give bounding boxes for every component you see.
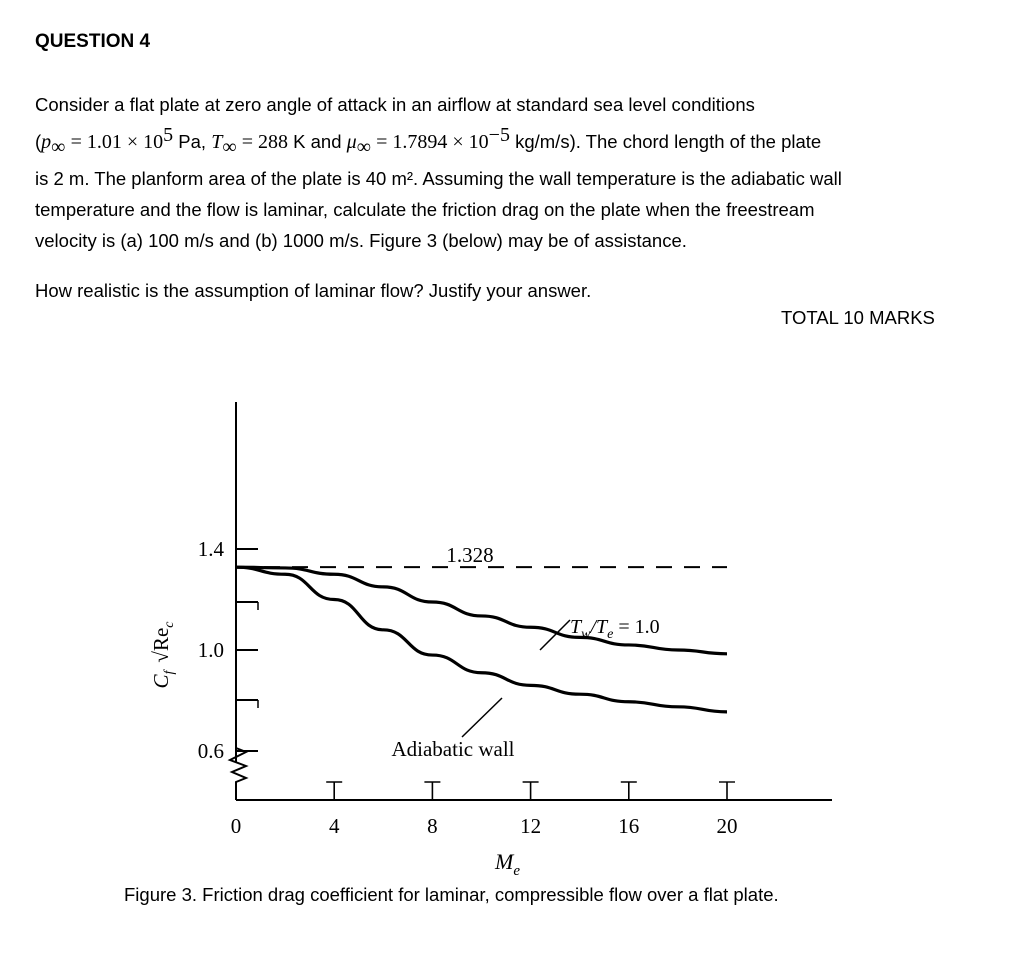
total-marks: TOTAL 10 MARKS <box>781 307 935 328</box>
series-line-adiabatic <box>236 567 727 712</box>
question-line-5: velocity is (a) 100 m/s and (b) 1000 m/s. Figure 3 (below) may be of assistance. <box>35 229 687 251</box>
y-axis-label <box>149 621 177 689</box>
figure-caption: Figure 3. Friction drag coefficient for laminar, compressible flow over a flat plate. <box>124 884 779 905</box>
y-tick-label: 0.6 <box>197 739 224 763</box>
x-tick-label: 4 <box>328 814 340 838</box>
x-tick-label: 8 <box>427 814 438 838</box>
adiabatic-label: Adiabatic wall <box>391 737 515 761</box>
question-line-3: is 2 m. The planform area of the plate is 40 m². Assuming the wall temperature is the adiabatic wall <box>35 167 842 189</box>
x-tick-label: 12 <box>520 814 542 838</box>
x-tick-label: 0 <box>230 814 242 838</box>
x-axis-label: $M_e$ <box>495 849 520 879</box>
series-line-tw-te <box>236 567 727 654</box>
x-tick-label: 20 <box>716 814 738 838</box>
svg-text:Cf√Rec: $C_f√Re_c$ <box>149 621 177 689</box>
axis-break <box>230 748 246 800</box>
x-tick-label: 16 <box>618 814 640 838</box>
question-line-6: How realistic is the assumption of laminar flow? Justify your answer. <box>35 280 592 301</box>
adiabatic-leader <box>462 698 502 737</box>
y-tick-label: 1.0 <box>197 638 224 662</box>
question-heading: QUESTION 4 <box>35 31 151 52</box>
y-tick-label: 1.4 <box>197 537 224 561</box>
question-line-1: Consider a flat plate at zero angle of attack in an airflow at standard sea level conditions <box>35 94 755 115</box>
question-line-4: temperature and the flow is laminar, calculate the friction drag on the plate when the freestream <box>35 198 815 220</box>
reference-label: 1.328 <box>446 543 494 567</box>
question-line-2: ($p_\infty = 1.01 \times 10^5$ Pa, $T_\infty = 288$ K and $\mu_\infty = 1.7894 \times 10^{-5}$ kg/m/s). The chord length of the plate <box>35 124 822 158</box>
tw-te-label: $T_w/T_e = 1.0$ <box>570 616 660 642</box>
